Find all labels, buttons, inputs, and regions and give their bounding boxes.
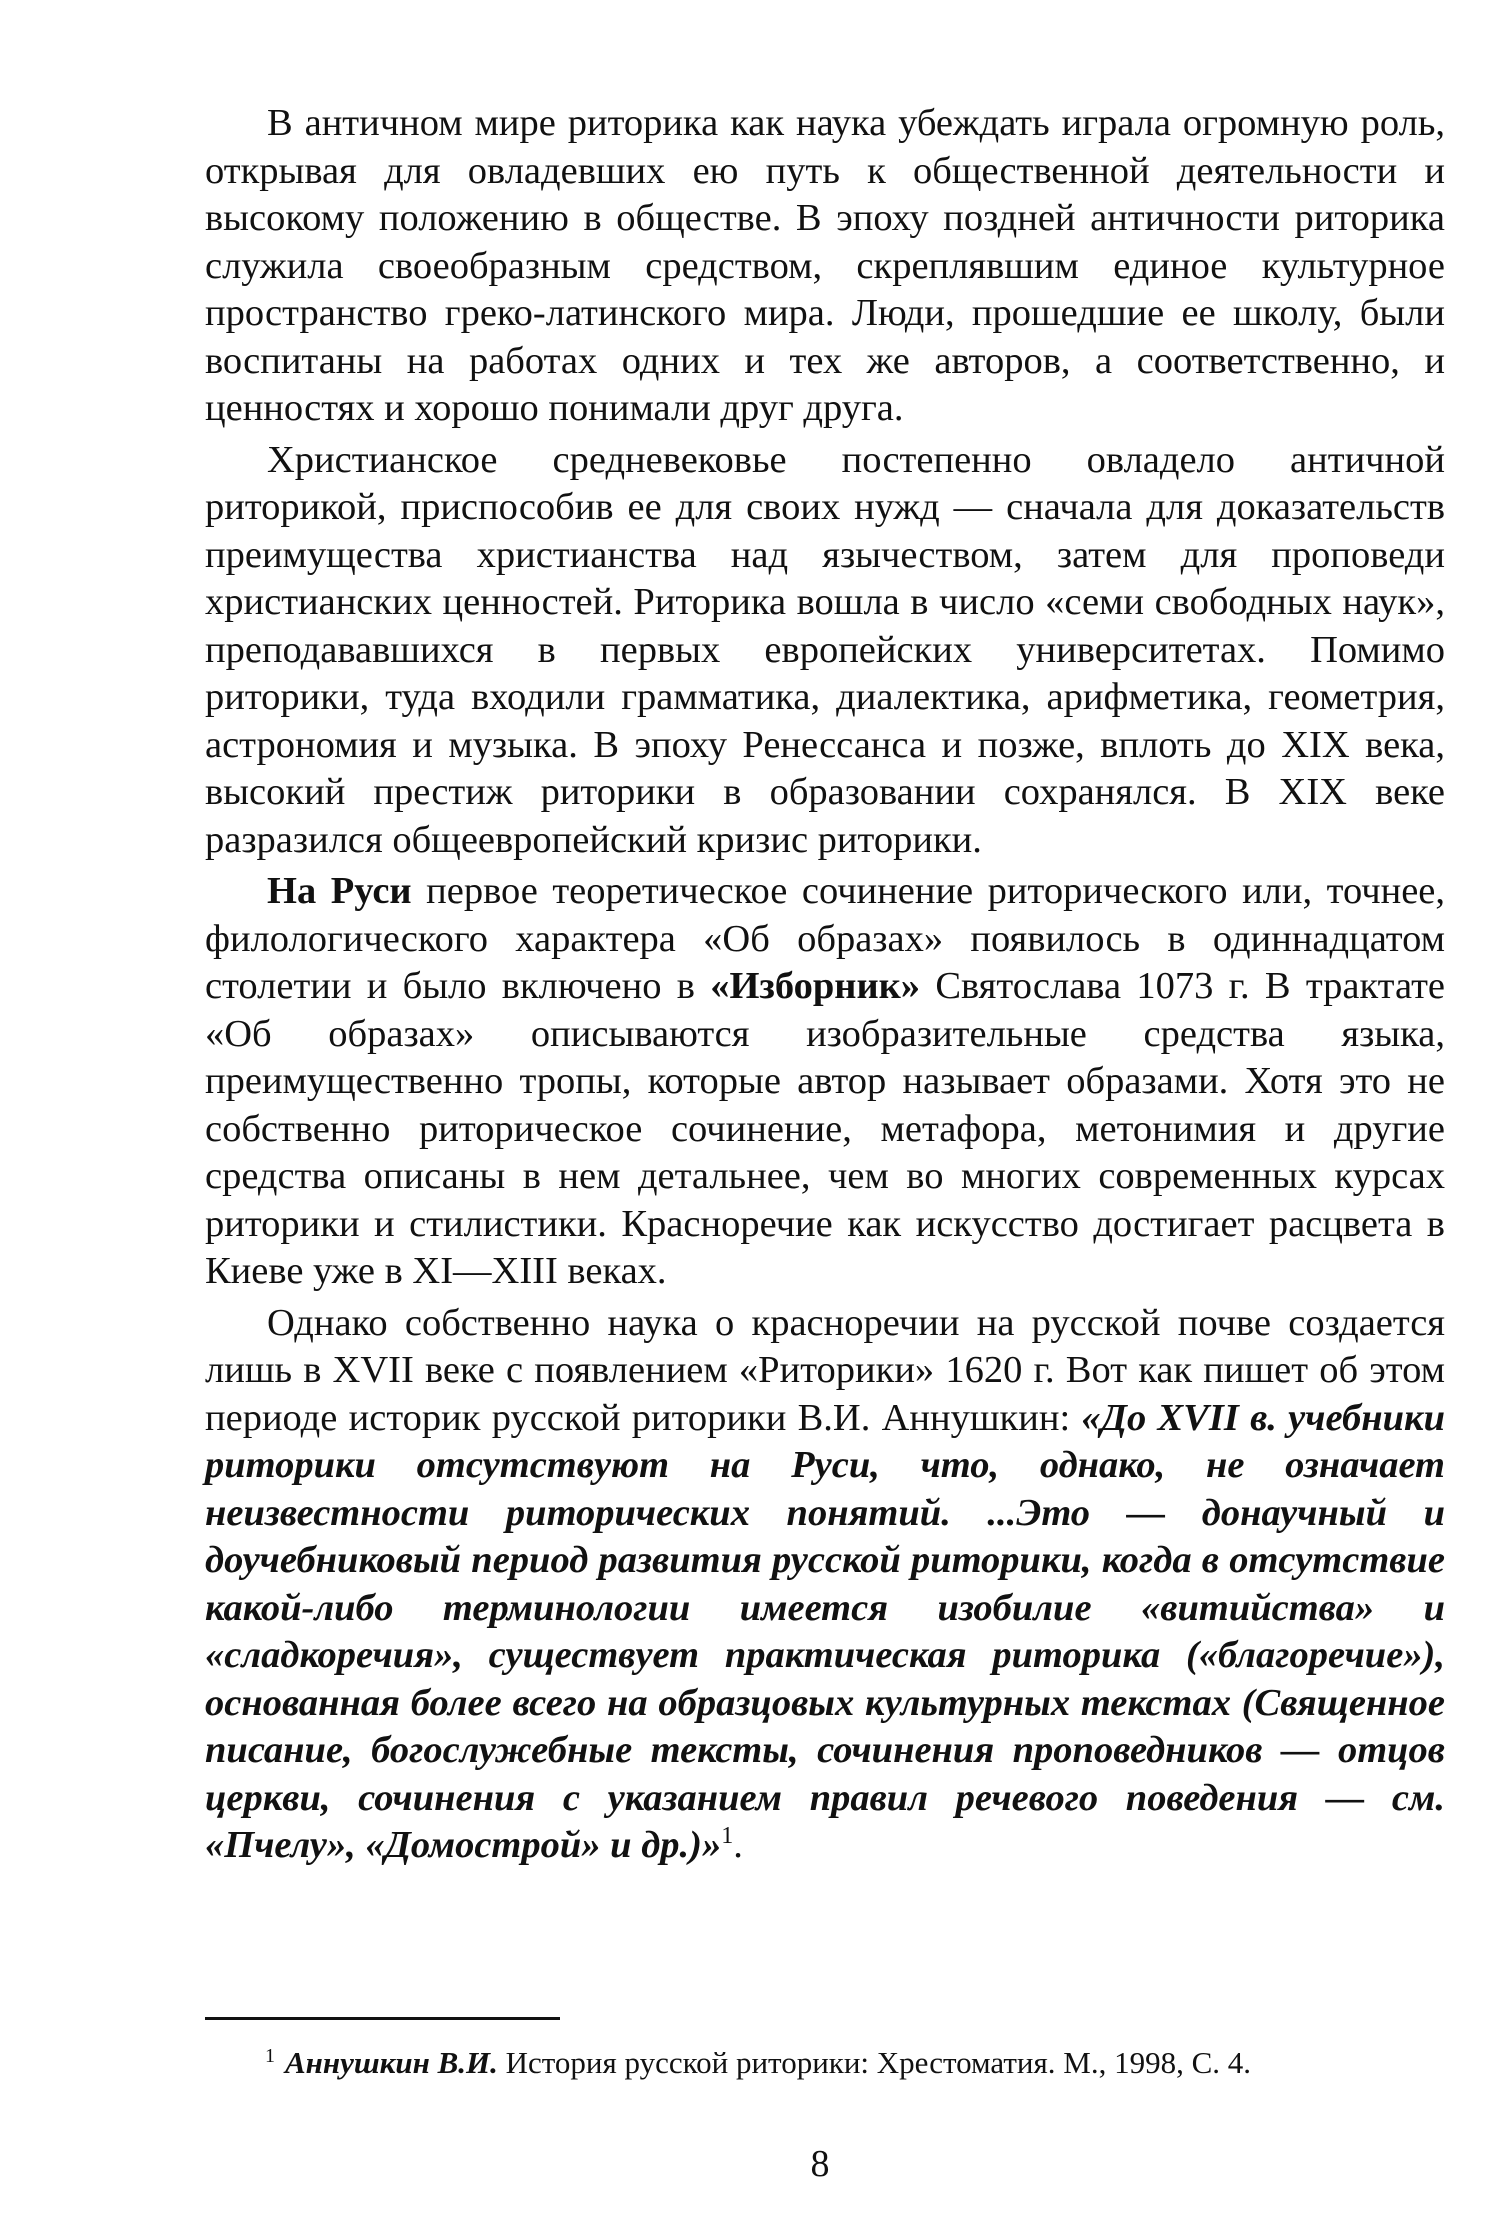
footnote-reference: 1 <box>721 1823 734 1850</box>
paragraph-rus-text-2: Святослава 1073 г. В трактате «Об образах» описываются изобразительные средства языка, преимущественно тропы, которые автор называет образами. Хотя это не собственно риторическое сочинение, метафора, метонимия и другие средства описаны в нем детальнее, чем во многих современных курсах риторики и стилистики. Красноречие как искусство достигает расцвета в Киеве уже в XI—XIII веках. <box>205 965 1445 1292</box>
footnote-text: История русской риторики: Хрестоматия. М., 1998, С. 4. <box>497 2045 1252 2080</box>
annushkin-quote: «До XVII в. учебники риторики отсутствуют на Руси, что, однако, не означает неизвестности риторических понятий. ...Это — донаучный и доучебниковый период развития русской риторики, когда в отсутствие какой-либо терминологии имеется изобилие «витийства» и «сладкоречия», существует практическая риторика («благоречие»), основанная более всего на образцовых культурных текстах (Священное писание, богослужебные тексты, сочинения проповедников — отцов церкви, сочинения с указанием правил речевого поведения — см. «Пчелу», «Домострой» и др.)» <box>205 1396 1445 1866</box>
izbornik-title: «Изборник» <box>710 965 921 1007</box>
footnote-divider <box>205 2017 560 2020</box>
page-body <box>205 100 1445 1870</box>
footnote <box>265 2043 1445 2083</box>
page-number: 8 <box>810 2143 830 2185</box>
paragraph-xvii-end: . <box>733 1824 743 1866</box>
footnote-mark: 1 <box>265 2044 275 2067</box>
paragraph-rus-text: первое теоретическое сочинение риторического или, точнее, филологического характера «Об образах» появилось в одиннадцатом столетии и было включено в <box>205 870 1445 1007</box>
footnote-author: Аннушкин В.И. <box>285 2045 498 2080</box>
paragraph-rus-lead: На Руси <box>267 870 412 912</box>
paragraph-antiquity: В античном мире риторика как наука убеждать играла огромную роль, открывая для овладевших ею путь к общественной деятельности и высокому положению в обществе. В эпоху поздней античности риторика служила своеобразным средством, скреплявшим единое культурное пространство греко-латинского мира. Люди, прошедшие ее школу, были воспитаны на работах одних и тех же авторов, а соответственно, и ценностях и хорошо понимали друг друга. <box>205 102 1445 429</box>
paragraph-xvii-century <box>205 1300 1445 1870</box>
paragraph-middle-ages: Христианское средневековье постепенно овладело античной риторикой, приспособив ее для своих нужд — сначала для доказательств преимущества христианства над язычеством, затем для проповеди христианских ценностей. Риторика вошла в число «семи свободных наук», преподававшихся в первых европейских университетах. Помимо риторики, туда входили грамматика, диалектика, арифметика, геометрия, астрономия и музыка. В эпоху Ренессанса и позже, вплоть до XIX века, высокий престиж риторики в образовании сохранялся. В XIX веке разразился общеевропейский кризис риторики. <box>205 438 1445 861</box>
paragraph-xvii-text: Однако собственно наука о красноречии на русской почве создается лишь в XVII веке с появлением «Риторики» 1620 г. Вот как пишет об этом периоде историк русской риторики В.И. Аннушкин: <box>205 1301 1445 1439</box>
paragraph-rus <box>205 868 1445 1296</box>
